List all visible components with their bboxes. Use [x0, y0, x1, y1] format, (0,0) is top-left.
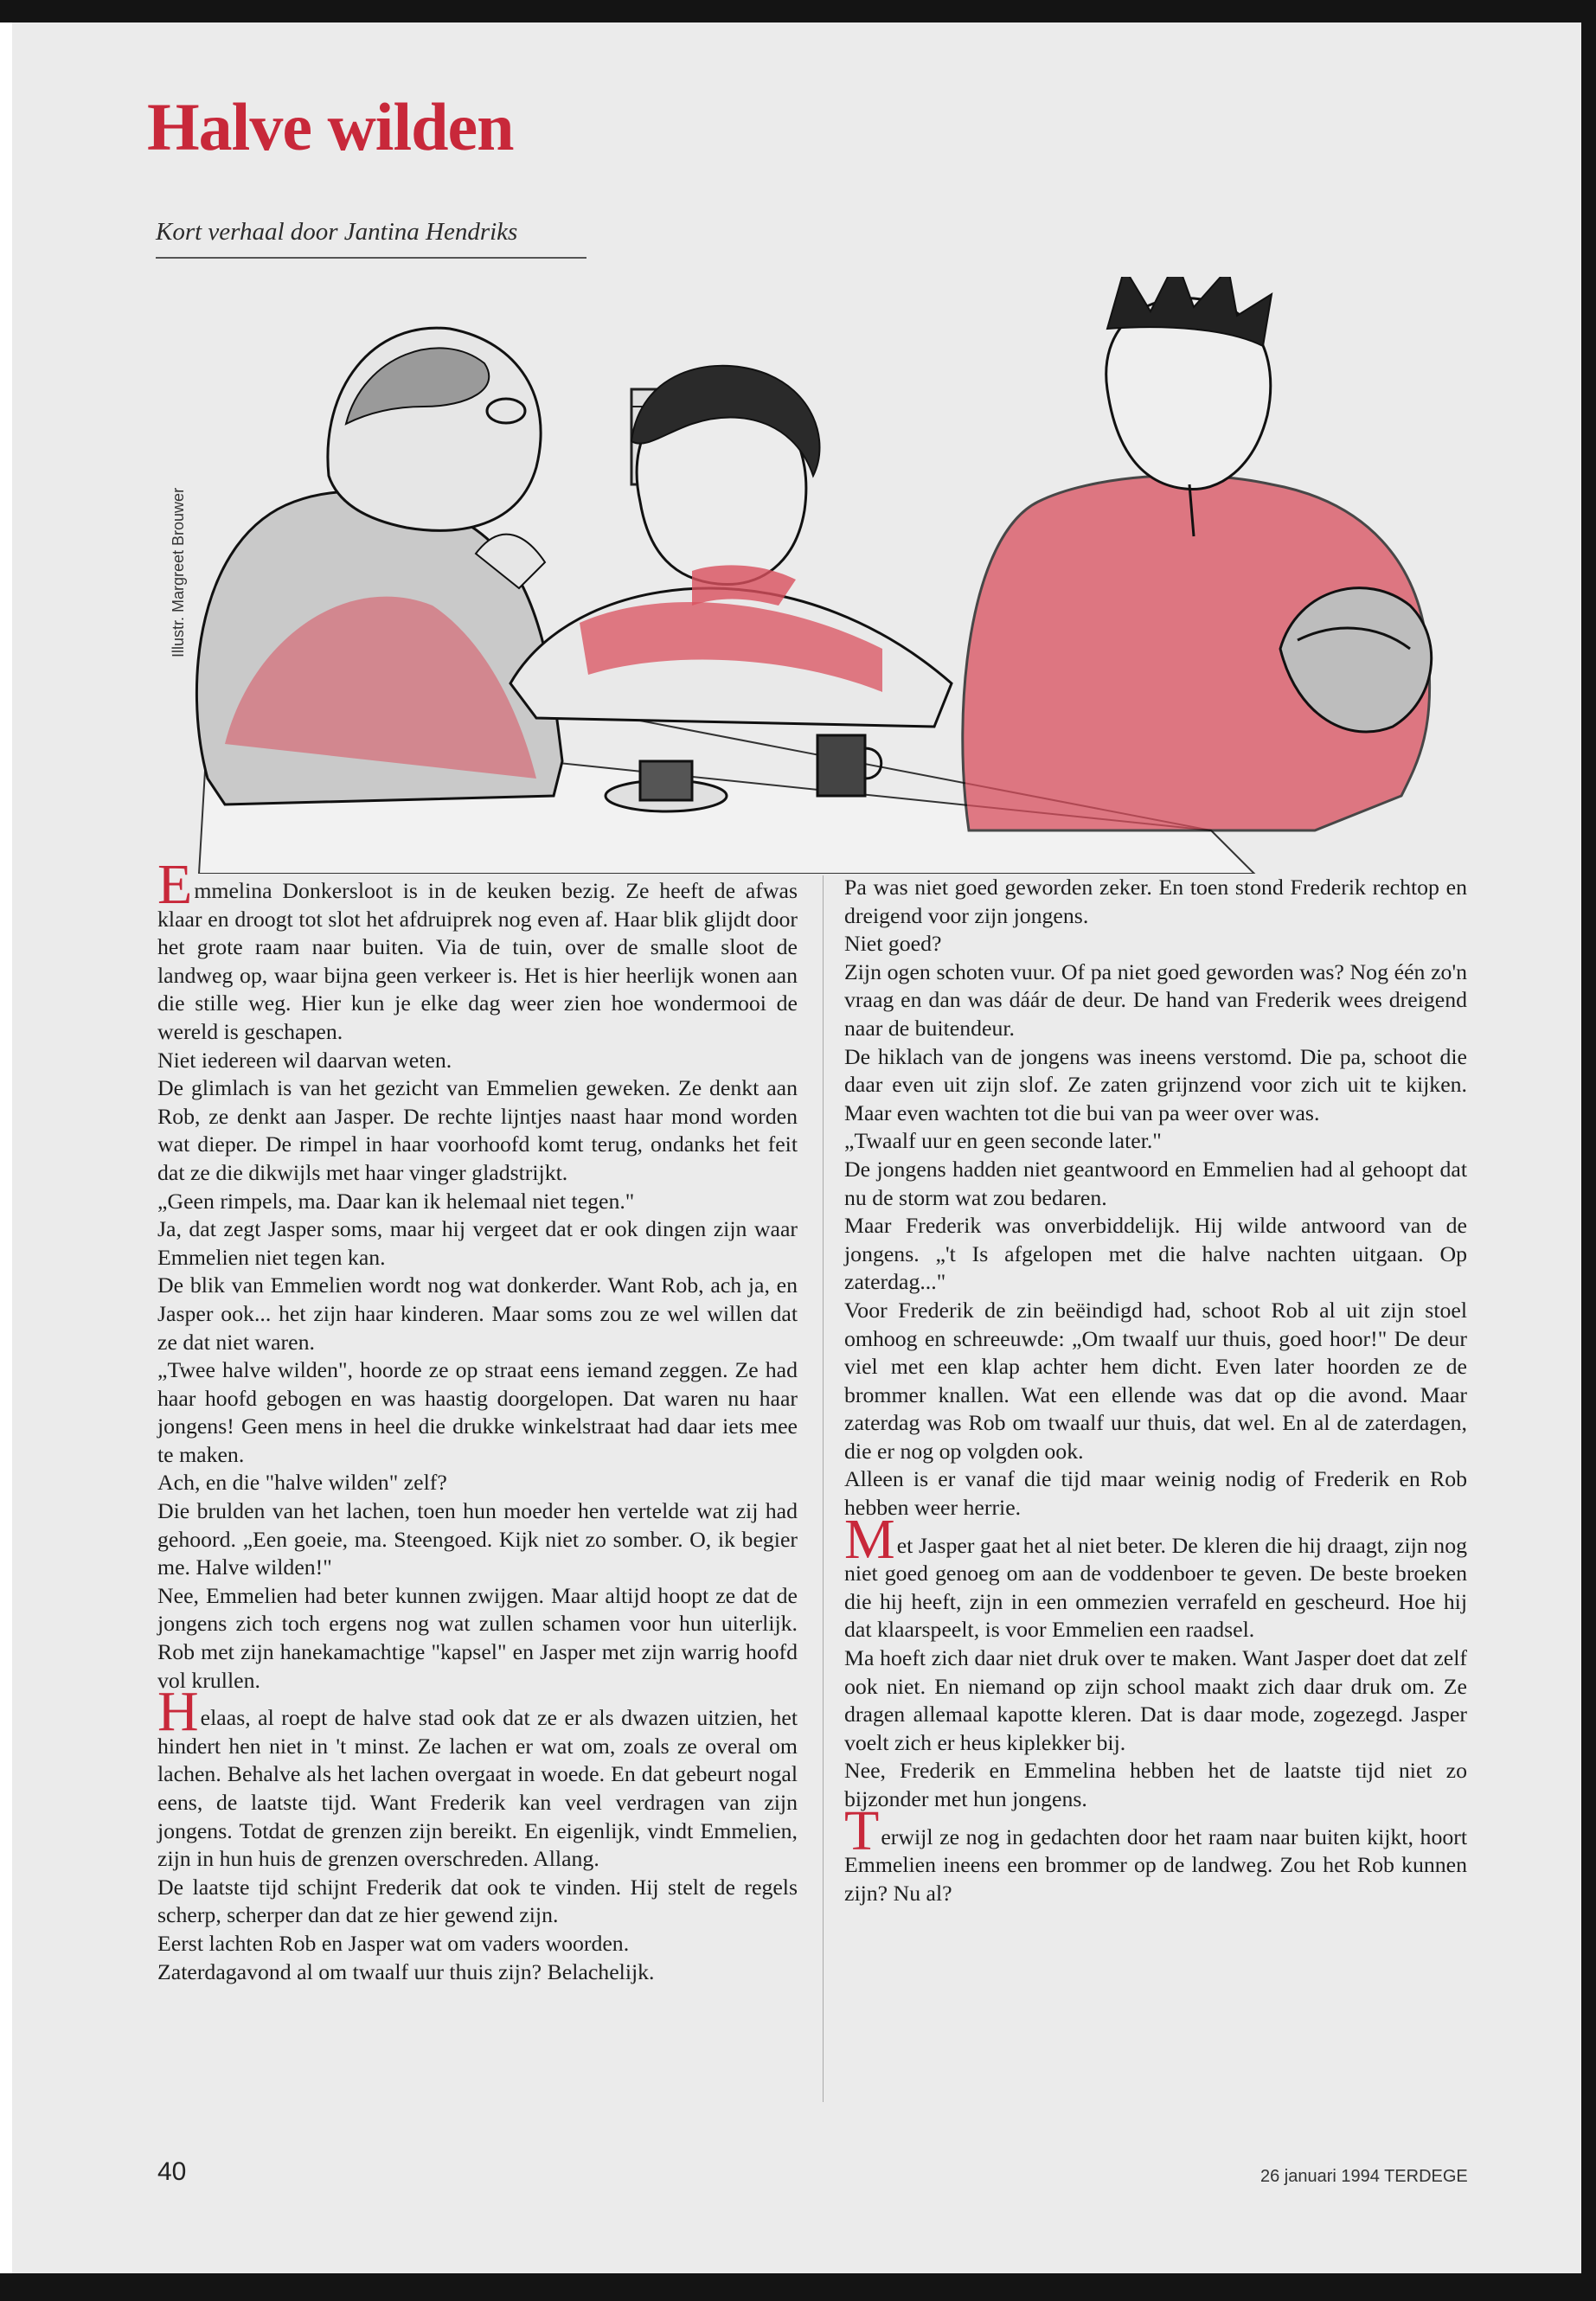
paragraph: De laatste tijd schijnt Frederik dat ook te vinden. Hij stelt de regels scherp, scherper dan dat ze hier gewend zijn. — [157, 1874, 798, 1928]
paragraph — [157, 1680, 798, 1874]
drop-cap: E — [157, 853, 193, 916]
paragraph-text: et Jasper gaat het al niet beter. De kleren die hij draagt, zijn nog niet goed genoeg om aan de voddenboer te geven. De beste broeken die hij heeft, zijn in een ommezien verrafeld en gescheurd. Hoe hij dat klaarspeelt, is voor Emmelien een raadsel. — [844, 1532, 1467, 1643]
article-byline: Kort verhaal door Jantina Hendriks — [156, 218, 518, 246]
paragraph — [844, 1798, 1467, 1908]
paragraph-text: erwijl ze nog in gedachten door het raam naar buiten kijkt, hoort Emmelien ineens een brommer op de landweg. Zou het Rob kunnen zijn? Nu al? — [844, 1823, 1467, 1906]
paragraph: „Twee halve wilden", hoorde ze op straat eens iemand zeggen. Ze had haar hoofd gebogen en was haastig doorgelopen. Dat waren nu haar jongens! Geen mens in heel die drukke winkelstraat had daar iets mee te maken. — [157, 1357, 798, 1467]
paragraph: Alleen is er vanaf die tijd maar weinig nodig of Frederik en Rob hebben weer herrie. — [844, 1466, 1467, 1521]
paragraph: Ach, en die "halve wilden" zelf? — [157, 1470, 447, 1496]
paragraph: Voor Frederik de zin beëindigd had, schoot Rob al uit zijn stoel omhoog en schreeuwde: „Om twaalf uur thuis, goed hoor!" De deur viel met een klap achter hem dicht. Even later hoorden ze de brommer knallen. Wat een ellende was dat op die avond. Maar zaterdag was Rob om twaalf uur thuis, dat wel. En al de zaterdagen, die er nog op volgden ook. — [844, 1297, 1467, 1464]
left-column — [157, 853, 798, 1986]
paragraph — [157, 853, 798, 1047]
paragraph: De hiklach van de jongens was ineens verstomd. Die pa, schoot die daar even uit zijn slof. Ze zaten grijnzend voor zich uit te kijken. Maar even wachten tot die bui van pa weer over was. — [844, 1043, 1467, 1125]
illustration-credit: Illustr. Margreet Brouwer — [170, 487, 187, 657]
seated-boy-figure — [510, 366, 952, 727]
paragraph: Ja, dat zegt Jasper soms, maar hij vergeet dat er ook dingen zijn waar Emmelien niet tegen kan. — [157, 1216, 798, 1270]
paragraph: De blik van Emmelien wordt nog wat donkerder. Want Rob, ach ja, en Jasper ook... het zijn haar kinderen. Maar soms zou ze wel willen dat ze dat niet waren. — [157, 1272, 798, 1355]
scan-border-bottom — [0, 2273, 1596, 2301]
illustration — [173, 277, 1522, 874]
drop-cap: M — [844, 1507, 895, 1571]
paragraph: „Geen rimpels, ma. Daar kan ik helemaal niet tegen." — [157, 1188, 635, 1214]
paragraph: Zijn ogen schoten vuur. Of pa niet goed geworden was? Nog één zo'n vraag en dan was dáár de deur. De hand van Frederik wees dreigend naar de buitendeur. — [844, 958, 1467, 1041]
paragraph: De glimlach is van het gezicht van Emmelien geweken. Ze denkt aan Rob, ze denkt aan Jasper. De rechte lijntjes naast haar mond worden wat dieper. De rimpel in haar voorhoofd komt terug, ondanks het feit dat ze die dikwijls met haar vinger gladstrijkt. — [157, 1075, 798, 1185]
paragraph-text: mmelina Donkersloot is in de keuken bezig. Ze heeft de afwas klaar en droogt tot slot het afdruiprek nog even af. Haar blik glijdt door het grote raam naar buiten. Via de tuin, over de smalle sloot de landweg op, waar bijna geen verkeer is. Het is hier heerlijk wonen aan die stille weg. Hier kun je elke dag weer zien hoe wondermooi de wereld is geschapen. — [157, 878, 798, 1044]
paragraph: De jongens hadden niet geantwoord en Emmelien had al gehoopt dat nu de storm wat zou bedaren. — [844, 1156, 1467, 1210]
paragraph: Eerst lachten Rob en Jasper wat om vaders woorden. — [157, 1930, 630, 1956]
paragraph: „Twaalf uur en geen seconde later." — [844, 1128, 1162, 1154]
column-divider — [823, 875, 824, 2102]
paragraph: Maar Frederik was onverbiddelijk. Hij wilde antwoord van de jongens. „'t Is afgelopen met die halve nachten uitgaan. Op zaterdag..." — [844, 1213, 1467, 1295]
scan-border-top — [0, 0, 1596, 22]
paragraph: Ma hoeft zich daar niet druk over te maken. Want Jasper doet dat zelf ook niet. En niemand op zijn school maakt zich daar druk om. Ze dragen allemaal kapotte kleren. Dat is daar mode, zogezegd. Jasper voelt zich er heus kiplekker bij. — [844, 1645, 1467, 1755]
standing-man-figure — [963, 277, 1432, 830]
paragraph: Pa was niet goed geworden zeker. En toen stond Frederik rechtop en dreigend voor zijn jongens. — [844, 875, 1467, 928]
paragraph: Nee, Emmelien had beter kunnen zwijgen. Maar altijd hoopt ze dat de jongens zich toch ergens nog wat zullen schamen voor hun uiterlijk. Rob met zijn hanekamachtige "kapsel" en Jasper met zijn warrig hoofd vol krullen. — [157, 1582, 798, 1693]
paragraph: Zaterdagavond al om twaalf uur thuis zijn? Belachelijk. — [157, 1958, 655, 1984]
paragraph-text: elaas, al roept de halve stad ook dat ze er als dwazen uitzien, het hindert hen niet in 't minst. Ze lachen er wat om, zoals ze overal om lachen. Behalve als het lachen overgaat in woede. En dat gebeurt nogal eens, de laatste tijd. Want Frederik kan veel verdragen van zijn jongens. Totdat de grenzen zijn bereikt. En eigenlijk, vindt Emmelien, zijn in hun huis de grenzen overschreden. Allang. — [157, 1705, 798, 1872]
paragraph: Die brulden van het lachen, toen hun moeder hen vertelde wat zij had gehoord. „Een goeie, ma. Steengoed. Kijk niet zo somber. O, ik begier me. Halve wilden!" — [157, 1498, 798, 1580]
issue-footer: 26 januari 1994 TERDEGE — [1260, 2167, 1468, 2186]
paragraph — [844, 1507, 1467, 1644]
right-column — [844, 874, 1467, 1907]
byline-underline — [156, 257, 586, 259]
drop-cap: H — [157, 1680, 199, 1744]
drop-cap: T — [844, 1798, 880, 1862]
article-title: Halve wilden — [147, 89, 514, 164]
scan-border-right — [1581, 0, 1596, 2301]
paragraph: Niet goed? — [844, 931, 942, 957]
paragraph: Nee, Frederik en Emmelina hebben het de laatste tijd niet zo bijzonder met hun jongens. — [844, 1758, 1467, 1811]
page-number: 40 — [157, 2157, 187, 2186]
paragraph: Niet iedereen wil daarvan weten. — [157, 1047, 452, 1073]
mother-figure — [196, 328, 562, 804]
